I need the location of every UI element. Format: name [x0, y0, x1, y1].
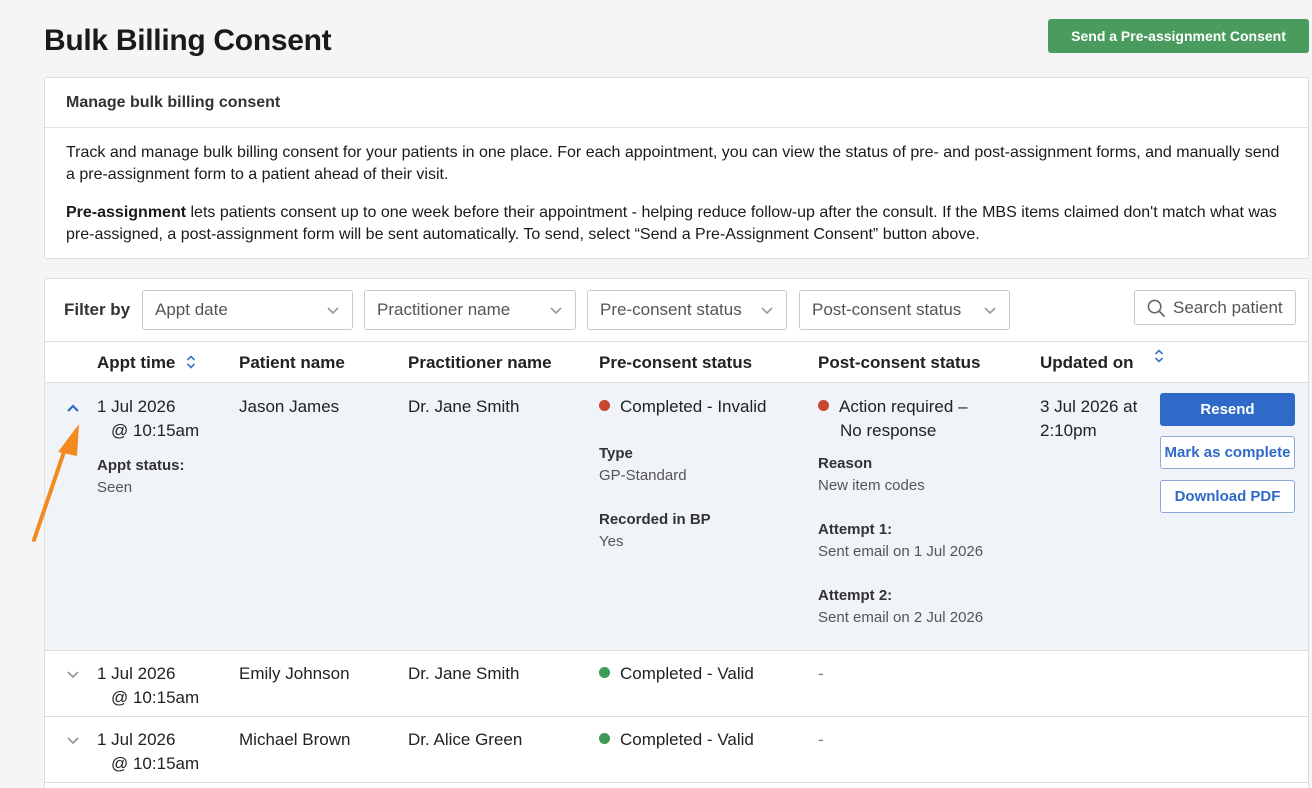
attempt-1-label: Attempt 1:: [818, 521, 893, 538]
chevron-down-icon[interactable]: [65, 732, 81, 748]
mark-as-complete-button[interactable]: Mark as complete: [1160, 436, 1295, 469]
appt-status-label: Appt status:: [97, 457, 185, 474]
attempt-2-label: Attempt 2:: [818, 587, 893, 604]
column-practitioner-name: Practitioner name: [408, 353, 552, 372]
chevron-up-icon[interactable]: [65, 400, 81, 416]
updated-on-cell: [1040, 395, 1137, 443]
status-dot: [599, 667, 610, 678]
resend-button[interactable]: Resend: [1160, 393, 1295, 426]
table-row[interactable]: [45, 651, 1308, 717]
search-patient-placeholder: Search patient: [1173, 298, 1283, 317]
filter-label: Filter by: [64, 300, 131, 319]
info-paragraph-1: Track and manage bulk billing consent for your patients in one place. For each appointment, you can view the status of pre- and post-assignment forms, and manually send a pre-assignment form to a patient ahead of their visit.: [66, 144, 1280, 183]
chevron-down-icon[interactable]: [65, 666, 81, 682]
post-consent-status: -: [818, 664, 824, 683]
column-post-consent-status: Post-consent status: [818, 353, 981, 372]
practitioner-name: Dr. Alice Green: [408, 730, 523, 749]
patient-name: Emily Johnson: [239, 664, 350, 683]
sort-icon[interactable]: [1154, 348, 1164, 364]
pre-assignment-term: Pre-assignment: [66, 204, 187, 221]
column-appt-time[interactable]: Appt time: [97, 353, 176, 372]
pre-consent-status-filter[interactable]: [587, 290, 787, 330]
post-consent-status: -: [818, 730, 824, 749]
appt-time-cell: [97, 395, 199, 499]
info-card: [44, 77, 1309, 259]
search-patient-input[interactable]: [1134, 290, 1296, 325]
appt-time: @ 10:15am: [111, 421, 200, 440]
practitioner-filter[interactable]: [364, 290, 576, 330]
appt-date: 1 Jul 2026: [97, 397, 176, 416]
practitioner-name: Dr. Jane Smith: [408, 664, 520, 683]
recorded-in-bp-value: Yes: [599, 533, 624, 550]
appt-date: 1 Jul 2026: [97, 730, 176, 749]
column-pre-consent-status: Pre-consent status: [599, 353, 753, 372]
page-title: Bulk Billing Consent: [44, 24, 332, 57]
filter-bar: [45, 279, 1308, 341]
consent-table-card: [44, 278, 1309, 788]
status-dot: [599, 400, 610, 411]
practitioner-filter-value: Practitioner name: [377, 300, 511, 319]
recorded-in-bp-label: Recorded in BP: [599, 511, 711, 528]
pre-consent-cell: [599, 395, 766, 553]
status-dot: [599, 733, 610, 744]
pre-consent-status: Completed - Valid: [620, 664, 754, 683]
practitioner-name: Dr. Jane Smith: [408, 397, 520, 416]
pre-consent-status: Completed - Invalid: [620, 397, 767, 416]
appt-time-cell: [97, 728, 199, 776]
attempt-2-value: Sent email on 2 Jul 2026: [818, 609, 984, 626]
type-label: Type: [599, 445, 633, 462]
chevron-down-icon: [983, 303, 997, 317]
post-consent-status-line1: Action required –: [839, 397, 968, 416]
table-row[interactable]: [45, 717, 1308, 783]
post-consent-status-line2: No response: [840, 421, 937, 440]
appt-time: @ 10:15am: [111, 754, 200, 773]
patient-name: Michael Brown: [239, 730, 351, 749]
search-icon: [1147, 299, 1166, 318]
chevron-down-icon: [326, 303, 340, 317]
pre-consent-cell: [599, 662, 754, 686]
appt-date-filter-value: Appt date: [155, 300, 228, 319]
appt-date-filter[interactable]: [142, 290, 353, 330]
post-consent-status-filter[interactable]: [799, 290, 1010, 330]
pre-consent-cell: [599, 728, 754, 752]
updated-on-line2: 2:10pm: [1040, 421, 1097, 440]
appt-date: 1 Jul 2026: [97, 664, 176, 683]
info-card-heading: Manage bulk billing consent: [45, 78, 1308, 128]
info-paragraph-2: [66, 202, 1287, 246]
updated-on-line1: 3 Jul 2026 at: [1040, 397, 1138, 416]
info-card-body: [45, 128, 1308, 246]
post-consent-cell: [818, 395, 983, 629]
appt-time: @ 10:15am: [111, 688, 200, 707]
status-dot: [818, 400, 829, 411]
download-pdf-button[interactable]: Download PDF: [1160, 480, 1295, 513]
send-pre-assignment-consent-button[interactable]: Send a Pre-assignment Consent: [1048, 19, 1309, 53]
table-header: [45, 341, 1308, 383]
type-value: GP-Standard: [599, 467, 687, 484]
chevron-down-icon: [549, 303, 563, 317]
reason-value: New item codes: [818, 477, 925, 494]
pre-consent-status: Completed - Valid: [620, 730, 754, 749]
column-updated-on: Updated on: [1040, 353, 1134, 372]
info-paragraph-2-text: lets patients consent up to one week before their appointment - helping reduce follow-up after the consult. If the MBS items claimed don't match what was pre-assigned, a post-assignment form will be sent automatically. To send, select “Send a Pre-Assignment Consent” button above.: [66, 204, 1277, 243]
attempt-1-value: Sent email on 1 Jul 2026: [818, 543, 984, 560]
patient-name: Jason James: [239, 397, 340, 416]
chevron-down-icon: [760, 303, 774, 317]
table-row[interactable]: [45, 383, 1308, 651]
post-consent-status-filter-value: Post-consent status: [812, 300, 962, 319]
appt-time-cell: [97, 662, 199, 710]
column-patient-name: Patient name: [239, 353, 345, 372]
appt-status-value: Seen: [97, 479, 133, 496]
sort-icon[interactable]: [186, 354, 196, 370]
reason-label: Reason: [818, 455, 873, 472]
pre-consent-status-filter-value: Pre-consent status: [600, 300, 742, 319]
